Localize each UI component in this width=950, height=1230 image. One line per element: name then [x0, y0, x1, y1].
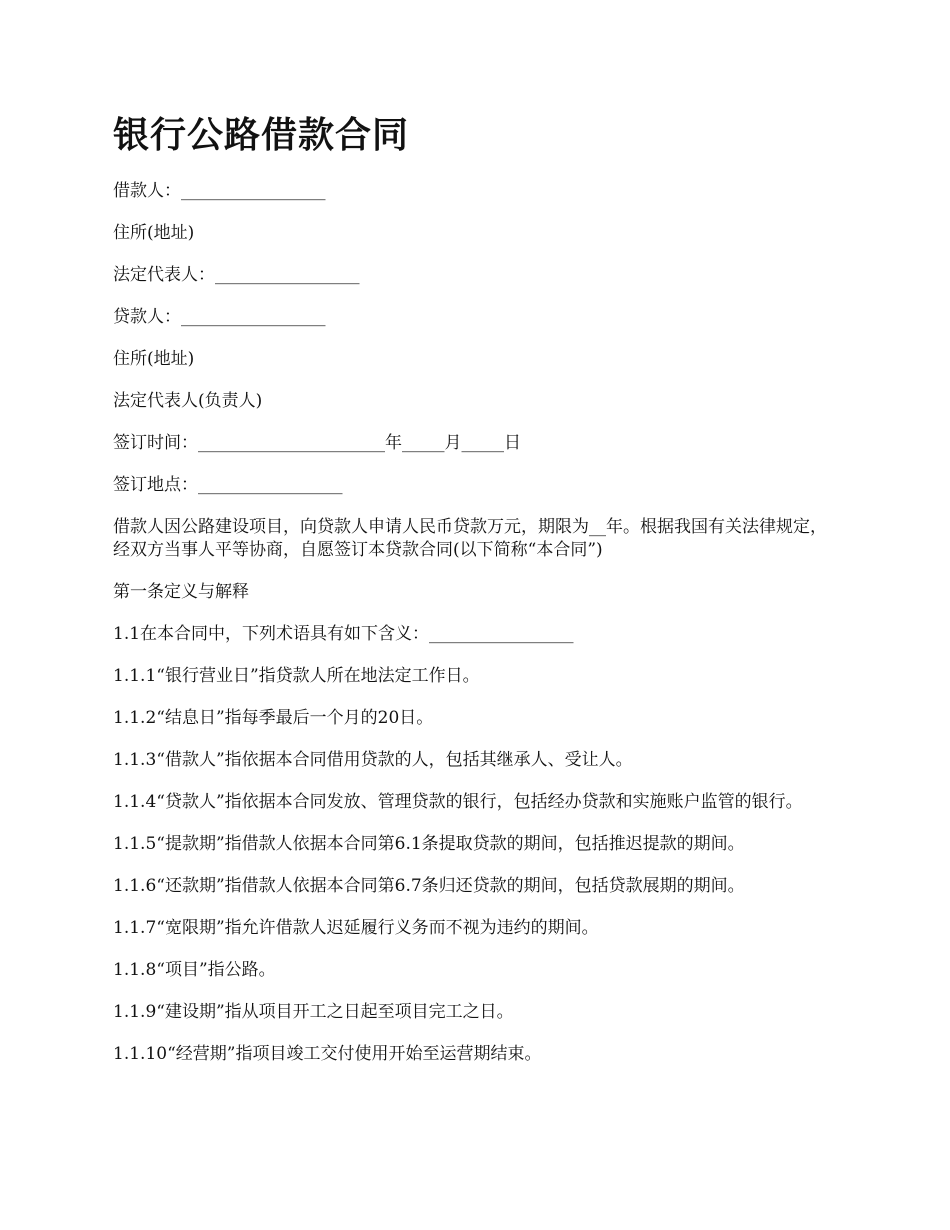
clause-1-1-10: 1.1.10“经营期”指项目竣工交付使用开始至运营期结束。 — [113, 1044, 542, 1064]
lender-legal-rep: 法定代表人(负责人) — [113, 391, 263, 411]
clause-1-1-9: 1.1.9“建设期”指从项目开工之日起至项目完工之日。 — [113, 1002, 514, 1022]
article-heading: 第一条定义与解释 — [113, 582, 249, 602]
clause-1-1-5: 1.1.5“提款期”指借款人依据本合同第6.1条提取贷款的期间，包括推迟提款的期间。 — [113, 834, 745, 854]
preamble-paragraph: 借款人因公路建设项目，向贷款人申请人民币贷款万元，期限为__年。根据我国有关法律规定，经双方当事人平等协商，自愿签订本贷款合同(以下简称“本合同”) — [113, 517, 827, 560]
borrower-legal-rep: 法定代表人：_________________ — [113, 265, 360, 285]
document-page — [113, 112, 843, 1085]
borrower-address: 住所(地址) — [113, 223, 195, 243]
signing-date: 签订时间：______________________年_____月_____日 — [113, 433, 521, 453]
lender-address: 住所(地址) — [113, 349, 195, 369]
clause-1-1: 1.1在本合同中，下列术语具有如下含义：_________________ — [113, 624, 574, 644]
lender-line: 贷款人：_________________ — [113, 307, 326, 327]
signing-place: 签订地点：_________________ — [113, 475, 343, 495]
clause-1-1-7: 1.1.7“宽限期”指允许借款人迟延履行义务而不视为违约的期间。 — [113, 918, 599, 938]
clause-1-1-6: 1.1.6“还款期”指借款人依据本合同第6.7条归还贷款的期间，包括贷款展期的期间。 — [113, 876, 745, 896]
clause-1-1-2: 1.1.2“结息日”指每季最后一个月的20日。 — [113, 708, 434, 728]
clause-1-1-3: 1.1.3“借款人”指依据本合同借用贷款的人，包括其继承人、受让人。 — [113, 750, 633, 770]
clause-1-1-8: 1.1.8“项目”指公路。 — [113, 960, 276, 980]
clause-1-1-1: 1.1.1“银行营业日”指贷款人所在地法定工作日。 — [113, 666, 480, 686]
document-title: 银行公路借款合同 — [113, 115, 410, 156]
borrower-line: 借款人：_________________ — [113, 181, 326, 201]
clause-1-1-4: 1.1.4“贷款人”指依据本合同发放、管理贷款的银行，包括经办贷款和实施账户监管的银行。 — [113, 792, 803, 812]
